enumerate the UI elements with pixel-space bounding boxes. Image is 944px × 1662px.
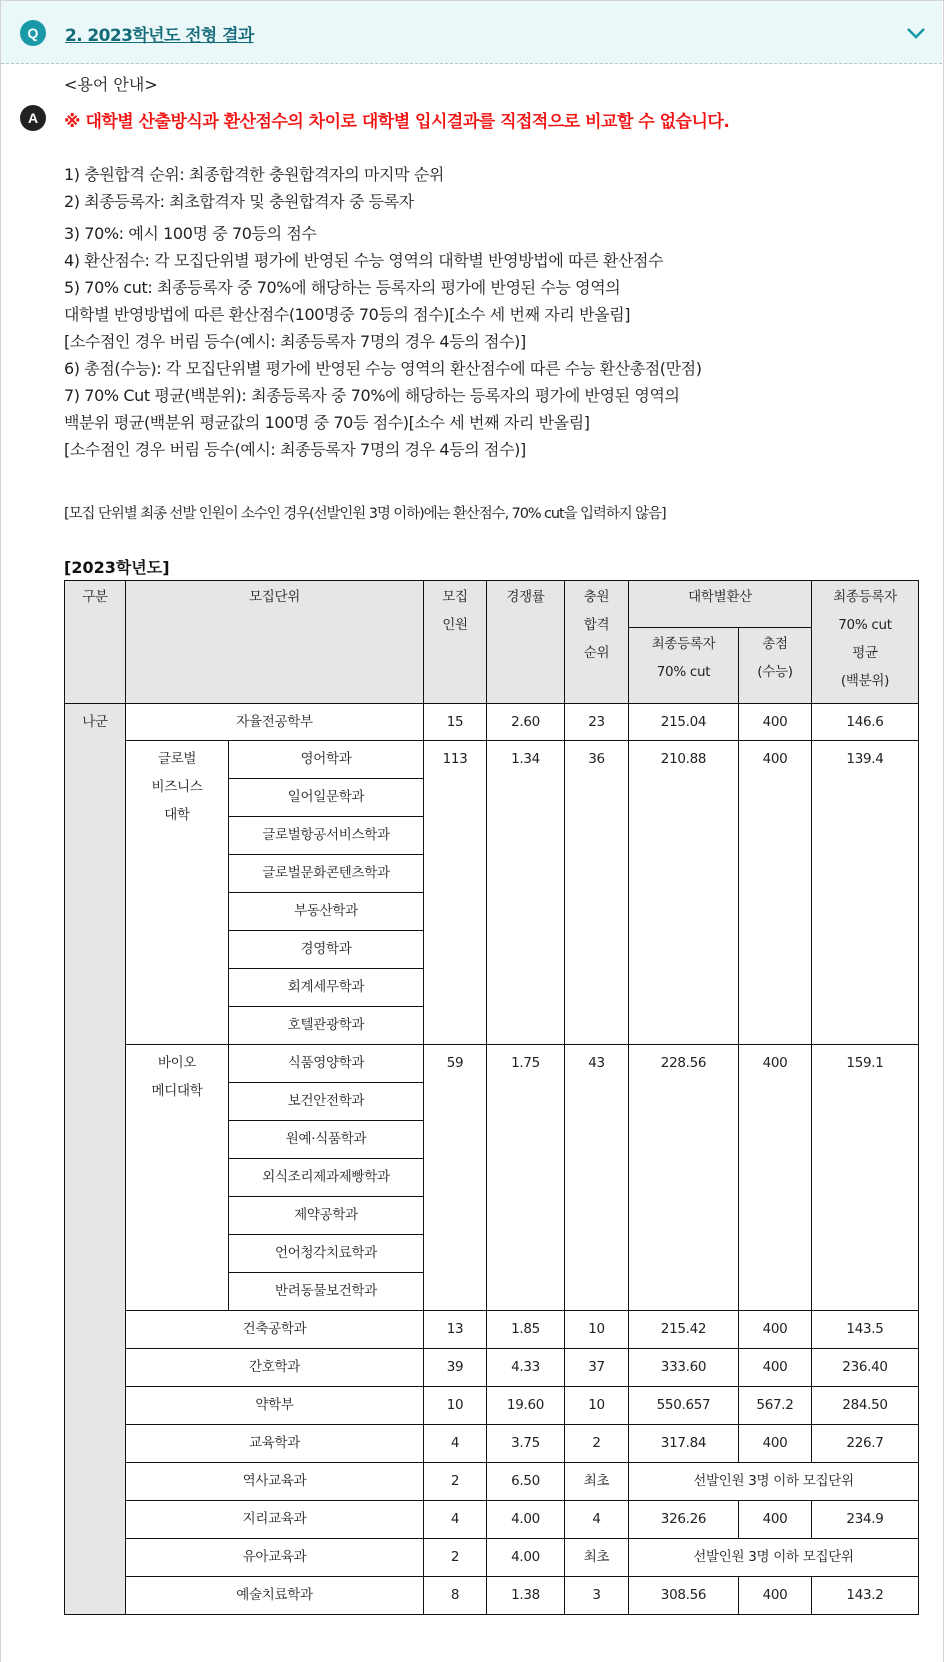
department-name: 글로벌항공서비스학과	[229, 817, 424, 855]
header-percentile: 최종등록자 70% cut 평균 (백분위)	[812, 581, 919, 704]
question-title-link[interactable]: 2. 2023학년도 전형 결과	[65, 26, 254, 46]
definition-item: [소수점인 경우 버림 등수(예시: 최종등록자 7명의 경우 4등의 점수)]	[64, 332, 526, 351]
percentile: 284.50	[812, 1387, 919, 1425]
total: 400	[739, 1045, 812, 1311]
total: 400	[739, 741, 812, 1045]
definition-item: 6) 총점(수능): 각 모집단위별 평가에 반영된 수능 영역의 환산점수에 따른 수능 환산총점(만점)	[64, 359, 702, 378]
waitlist-rank: 최초	[565, 1463, 629, 1501]
cut70: 215.04	[629, 704, 739, 741]
results-table	[64, 580, 919, 1615]
answer-badge-icon: A	[20, 105, 46, 131]
cut70: 308.56	[629, 1577, 739, 1615]
definition-item: 백분위 평균(백분위 평균값의 100명 중 70등 점수)[소수 세 번째 자리 반올림]	[64, 413, 590, 432]
not-disclosed-note: 선발인원 3명 이하 모집단위	[629, 1463, 919, 1501]
header-ratio: 경쟁률	[487, 581, 565, 704]
comparison-warning: ※ 대학별 산출방식과 환산점수의 차이로 대학별 입시결과를 직접적으로 비교할 수 없습니다.	[64, 112, 730, 132]
cut70: 333.60	[629, 1349, 739, 1387]
total: 400	[739, 1501, 812, 1539]
ratio: 1.75	[487, 1045, 565, 1311]
unit-name: 예술치료학과	[126, 1577, 424, 1615]
definition-item: [소수점인 경우 버림 등수(예시: 최종등록자 7명의 경우 4등의 점수)]	[64, 440, 526, 459]
department-name: 반려동물보건학과	[229, 1273, 424, 1311]
ratio: 1.85	[487, 1311, 565, 1349]
cut70: 215.42	[629, 1311, 739, 1349]
header-quota: 모집 인원	[424, 581, 487, 704]
quota: 39	[424, 1349, 487, 1387]
ratio: 1.38	[487, 1577, 565, 1615]
ratio: 4.33	[487, 1349, 565, 1387]
waitlist-rank: 최초	[565, 1539, 629, 1577]
terms-guide-title: <용어 안내>	[64, 75, 158, 94]
department-name: 일어일문학과	[229, 779, 424, 817]
waitlist-rank: 10	[565, 1311, 629, 1349]
ratio: 3.75	[487, 1425, 565, 1463]
definition-item: 대학별 반영방법에 따른 환산점수(100명중 70등의 점수)[소수 세 번째 자리 반올림]	[64, 305, 631, 324]
unit-name: 간호학과	[126, 1349, 424, 1387]
college-name: 글로벌 비즈니스 대학	[126, 741, 229, 1045]
percentile: 146.6	[812, 704, 919, 741]
waitlist-rank: 4	[565, 1501, 629, 1539]
quota: 2	[424, 1539, 487, 1577]
quota: 2	[424, 1463, 487, 1501]
header-gubun: 구분	[65, 581, 126, 704]
percentile: 234.9	[812, 1501, 919, 1539]
waitlist-rank: 10	[565, 1387, 629, 1425]
percentile: 143.5	[812, 1311, 919, 1349]
cut70: 550.657	[629, 1387, 739, 1425]
cut70: 228.56	[629, 1045, 739, 1311]
quota: 4	[424, 1501, 487, 1539]
waitlist-rank: 3	[565, 1577, 629, 1615]
total: 400	[739, 1425, 812, 1463]
quota: 4	[424, 1425, 487, 1463]
unit-name: 역사교육과	[126, 1463, 424, 1501]
unit-name: 약학부	[126, 1387, 424, 1425]
percentile: 143.2	[812, 1577, 919, 1615]
unit-name: 교육학과	[126, 1425, 424, 1463]
department-name: 호텔관광학과	[229, 1007, 424, 1045]
department-name: 언어청각치료학과	[229, 1235, 424, 1273]
department-name: 원예·식품학과	[229, 1121, 424, 1159]
college-name: 바이오 메디대학	[126, 1045, 229, 1311]
unit-name: 자율전공학부	[126, 704, 424, 741]
department-name: 글로벌문화콘텐츠학과	[229, 855, 424, 893]
department-name: 영어학과	[229, 741, 424, 779]
header-conversion: 대학별환산	[629, 581, 812, 628]
definition-item: 5) 70% cut: 최종등록자 중 70%에 해당하는 등록자의 평가에 반영된 수능 영역의	[64, 278, 621, 297]
definition-item: 3) 70%: 예시 100명 중 70등의 점수	[64, 224, 317, 243]
department-name: 부동산학과	[229, 893, 424, 931]
total: 400	[739, 704, 812, 741]
waitlist-rank: 2	[565, 1425, 629, 1463]
department-name: 경영학과	[229, 931, 424, 969]
department-name: 외식조리제과제빵학과	[229, 1159, 424, 1197]
ratio: 4.00	[487, 1501, 565, 1539]
total: 567.2	[739, 1387, 812, 1425]
percentile: 236.40	[812, 1349, 919, 1387]
department-name: 회계세무학과	[229, 969, 424, 1007]
table-year-title: [2023학년도]	[64, 558, 170, 577]
cut70: 317.84	[629, 1425, 739, 1463]
ratio: 1.34	[487, 741, 565, 1045]
header-unit: 모집단위	[126, 581, 424, 704]
ratio: 6.50	[487, 1463, 565, 1501]
waitlist-rank: 36	[565, 741, 629, 1045]
not-disclosed-note: 선발인원 3명 이하 모집단위	[629, 1539, 919, 1577]
percentile: 159.1	[812, 1045, 919, 1311]
department-name: 보건안전학과	[229, 1083, 424, 1121]
question-badge-icon: Q	[20, 20, 46, 46]
quota: 13	[424, 1311, 487, 1349]
quota: 8	[424, 1577, 487, 1615]
ratio: 2.60	[487, 704, 565, 741]
quota: 10	[424, 1387, 487, 1425]
percentile: 226.7	[812, 1425, 919, 1463]
quota: 15	[424, 704, 487, 741]
definitions-list	[64, 161, 702, 463]
total: 400	[739, 1311, 812, 1349]
cut70: 326.26	[629, 1501, 739, 1539]
definition-item: 1) 충원합격 순위: 최종합격한 충원합격자의 마지막 순위	[64, 165, 444, 184]
definition-item: 2) 최종등록자: 최초합격자 및 충원합격자 중 등록자	[64, 192, 414, 211]
unit-name: 지리교육과	[126, 1501, 424, 1539]
quota: 59	[424, 1045, 487, 1311]
percentile: 139.4	[812, 741, 919, 1045]
total: 400	[739, 1349, 812, 1387]
question-header[interactable]	[1, 1, 942, 64]
department-name: 식품영양학과	[229, 1045, 424, 1083]
header-total: 총점 (수능)	[739, 628, 812, 704]
waitlist-rank: 37	[565, 1349, 629, 1387]
total: 400	[739, 1577, 812, 1615]
quota: 113	[424, 741, 487, 1045]
unit-name: 건축공학과	[126, 1311, 424, 1349]
group-cell: 나군	[65, 704, 126, 1615]
unit-name: 유아교육과	[126, 1539, 424, 1577]
ratio: 4.00	[487, 1539, 565, 1577]
waitlist-rank: 43	[565, 1045, 629, 1311]
department-name: 제약공학과	[229, 1197, 424, 1235]
definition-item: 7) 70% Cut 평균(백분위): 최종등록자 중 70%에 해당하는 등록자의 평가에 반영된 영역의	[64, 386, 680, 405]
input-note: [모집 단위별 최종 선발 인원이 소수인 경우(선발인원 3명 이하)에는 환산점수, 70% cut을 입력하지 않음]	[64, 506, 666, 522]
cut70: 210.88	[629, 741, 739, 1045]
header-cut70: 최종등록자 70% cut	[629, 628, 739, 704]
chevron-down-icon[interactable]	[904, 23, 928, 43]
waitlist-rank: 23	[565, 704, 629, 741]
definition-item: 4) 환산점수: 각 모집단위별 평가에 반영된 수능 영역의 대학별 반영방법에 따른 환산점수	[64, 251, 664, 270]
ratio: 19.60	[487, 1387, 565, 1425]
header-waitlist-rank: 충원 합격 순위	[565, 581, 629, 704]
